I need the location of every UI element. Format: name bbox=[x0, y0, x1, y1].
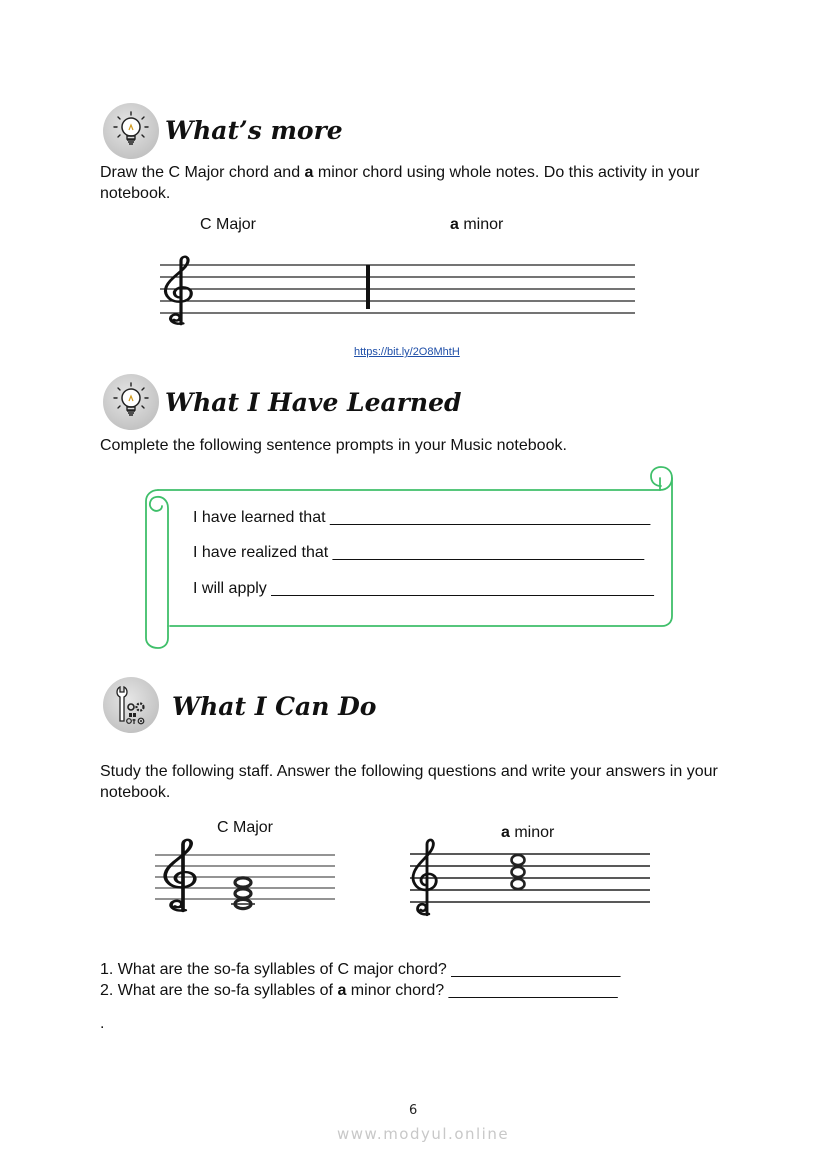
prompt-learned: I have learned that ____________________________________ bbox=[193, 509, 651, 526]
trailing-dot: . bbox=[100, 1015, 105, 1032]
watermark: www.modyul.online bbox=[337, 1125, 510, 1143]
question-1: 1. What are the so-fa syllables of C major chord? ___________________ bbox=[100, 961, 621, 978]
what-can-do-instruction: Study the following staff. Answer the following questions and write your answers in your notebook. bbox=[100, 763, 718, 801]
page-number: 6 bbox=[409, 1103, 418, 1118]
c-major-chord-notes bbox=[231, 878, 255, 909]
staff-label-c-major: C Major bbox=[200, 216, 257, 233]
what-learned-instruction: Complete the following sentence prompts in your Music notebook. bbox=[100, 437, 567, 454]
staff-label-c-major: C Major bbox=[217, 819, 274, 836]
prompt-apply: I will apply ___________________________________________ bbox=[193, 580, 654, 597]
blank-staff bbox=[155, 255, 640, 330]
source-link[interactable]: https://bit.ly/2O8MhtH bbox=[354, 346, 460, 358]
a-minor-chord-staff bbox=[405, 838, 655, 920]
treble-clef-icon bbox=[165, 840, 195, 911]
what-learned-title: What I Have Learned bbox=[165, 388, 462, 417]
a-minor-chord-notes bbox=[512, 855, 525, 889]
question-2: 2. What are the so-fa syllables of a minor chord? ___________________ bbox=[100, 982, 618, 999]
lightbulb-icon bbox=[103, 374, 159, 430]
what-can-do-title: What I Can Do bbox=[172, 692, 377, 721]
tools-icon bbox=[103, 677, 159, 733]
lightbulb-icon bbox=[103, 103, 159, 159]
c-major-chord-staff bbox=[152, 838, 338, 916]
staff-label-a-minor: a minor bbox=[501, 824, 555, 841]
whats-more-title: What’s more bbox=[165, 116, 343, 145]
treble-clef-icon bbox=[166, 257, 192, 324]
prompt-realized: I have realized that ___________________________________ bbox=[193, 544, 645, 561]
staff-label-a-minor: a minor bbox=[450, 216, 504, 233]
whats-more-instruction: Draw the C Major chord and a minor chord using whole notes. Do this activity in your notebook. bbox=[100, 164, 700, 202]
